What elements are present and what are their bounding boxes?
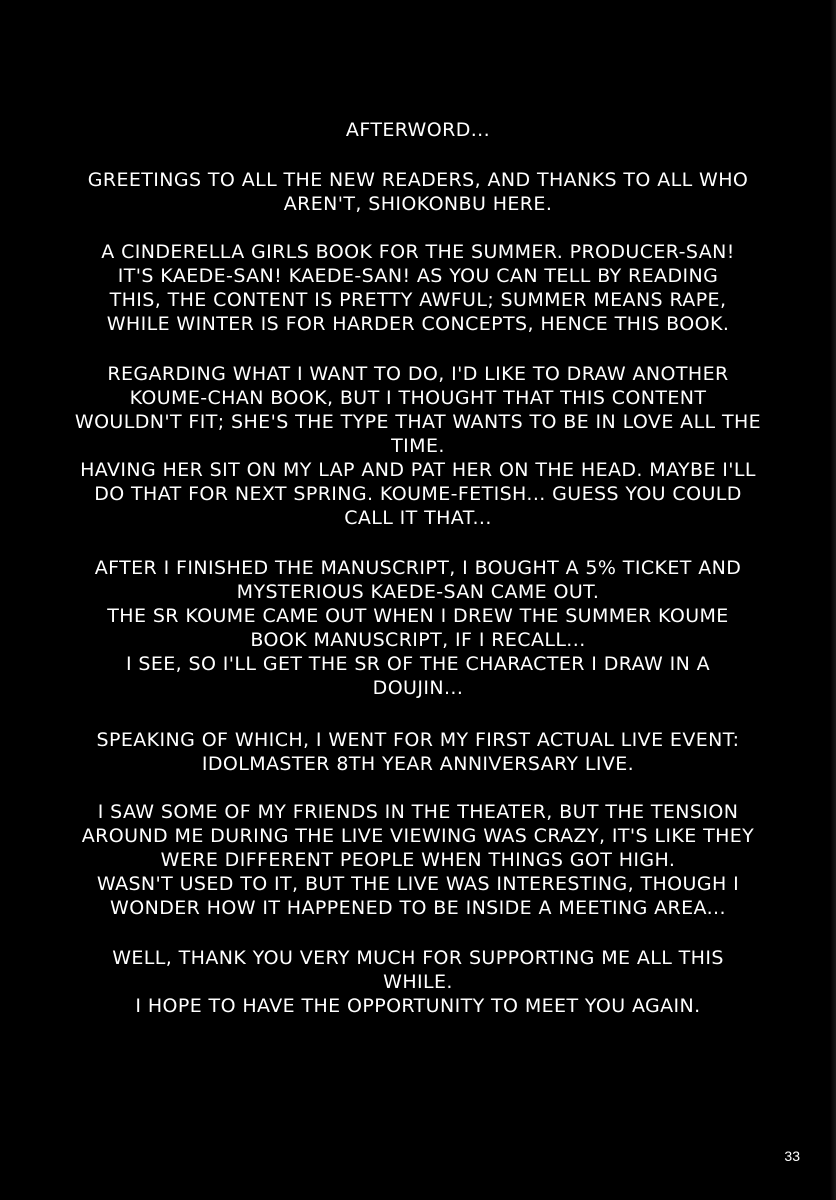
text-line: AREN'T, SHIOKONBU HERE.: [283, 193, 553, 215]
text-line: GREETINGS TO ALL THE NEW READERS, AND THANKS TO ALL WHO: [87, 169, 749, 191]
page-edge: [830, 0, 836, 1200]
page-number: 33: [784, 1148, 800, 1164]
text-line: WHILE.: [383, 971, 453, 993]
text-line: I SAW SOME OF MY FRIENDS IN THE THEATER, BUT THE TENSION: [97, 801, 739, 823]
text-line: WASN'T USED TO IT, BUT THE LIVE WAS INTERESTING, THOUGH I: [96, 873, 740, 895]
text-line: WERE DIFFERENT PEOPLE WHEN THINGS GOT HIGH.: [160, 849, 676, 871]
text-line: WOULDN'T FIT; SHE'S THE TYPE THAT WANTS TO BE IN LOVE ALL THE: [74, 411, 762, 433]
text-line: THIS, THE CONTENT IS PRETTY AWFUL; SUMMER MEANS RAPE,: [109, 289, 727, 311]
paragraph-6: [16, 800, 820, 920]
text-line: CALL IT THAT...: [344, 507, 492, 529]
paragraph-1: [16, 168, 820, 216]
text-line: TIME.: [391, 435, 445, 457]
paragraph-3: [16, 362, 820, 530]
text-line: REGARDING WHAT I WANT TO DO, I'D LIKE TO DRAW ANOTHER: [107, 363, 729, 385]
text-line: DOUJIN...: [372, 677, 464, 699]
paragraph-2: [16, 240, 820, 336]
afterword-title: [16, 118, 820, 142]
text-line: HAVING HER SIT ON MY LAP AND PAT HER ON THE HEAD. MAYBE I'LL: [80, 459, 756, 481]
text-line: A CINDERELLA GIRLS BOOK FOR THE SUMMER. PRODUCER-SAN!: [101, 241, 735, 263]
text-line: IT'S KAEDE-SAN! KAEDE-SAN! AS YOU CAN TELL BY READING: [117, 265, 719, 287]
paragraph-4: [16, 556, 820, 700]
paragraph-7: [16, 946, 820, 1018]
text-line: KOUME-CHAN BOOK, BUT I THOUGHT THAT THIS CONTENT: [129, 387, 707, 409]
text-line: WHILE WINTER IS FOR HARDER CONCEPTS, HENCE THIS BOOK.: [106, 313, 730, 335]
text-line: WONDER HOW IT HAPPENED TO BE INSIDE A MEETING AREA...: [110, 897, 726, 919]
text-line: I SEE, SO I'LL GET THE SR OF THE CHARACTER I DRAW IN A: [125, 653, 711, 675]
text-line: IDOLMASTER 8TH YEAR ANNIVERSARY LIVE.: [201, 753, 635, 775]
text-line: THE SR KOUME CAME OUT WHEN I DREW THE SUMMER KOUME: [107, 605, 729, 627]
text-line: I HOPE TO HAVE THE OPPORTUNITY TO MEET YOU AGAIN.: [135, 995, 701, 1017]
text-line: SPEAKING OF WHICH, I WENT FOR MY FIRST ACTUAL LIVE EVENT:: [96, 729, 740, 751]
text-line: DO THAT FOR NEXT SPRING. KOUME-FETISH... GUESS YOU COULD: [94, 483, 742, 505]
text-line: MYSTERIOUS KAEDE-SAN CAME OUT.: [236, 581, 600, 603]
title-line: AFTERWORD...: [345, 119, 491, 141]
paragraph-5: [16, 728, 820, 776]
text-line: WELL, THANK YOU VERY MUCH FOR SUPPORTING ME ALL THIS: [112, 947, 724, 969]
text-line: BOOK MANUSCRIPT, IF I RECALL...: [250, 629, 586, 651]
text-line: AFTER I FINISHED THE MANUSCRIPT, I BOUGHT A 5% TICKET AND: [94, 557, 742, 579]
text-line: AROUND ME DURING THE LIVE VIEWING WAS CRAZY, IT'S LIKE THEY: [81, 825, 755, 847]
